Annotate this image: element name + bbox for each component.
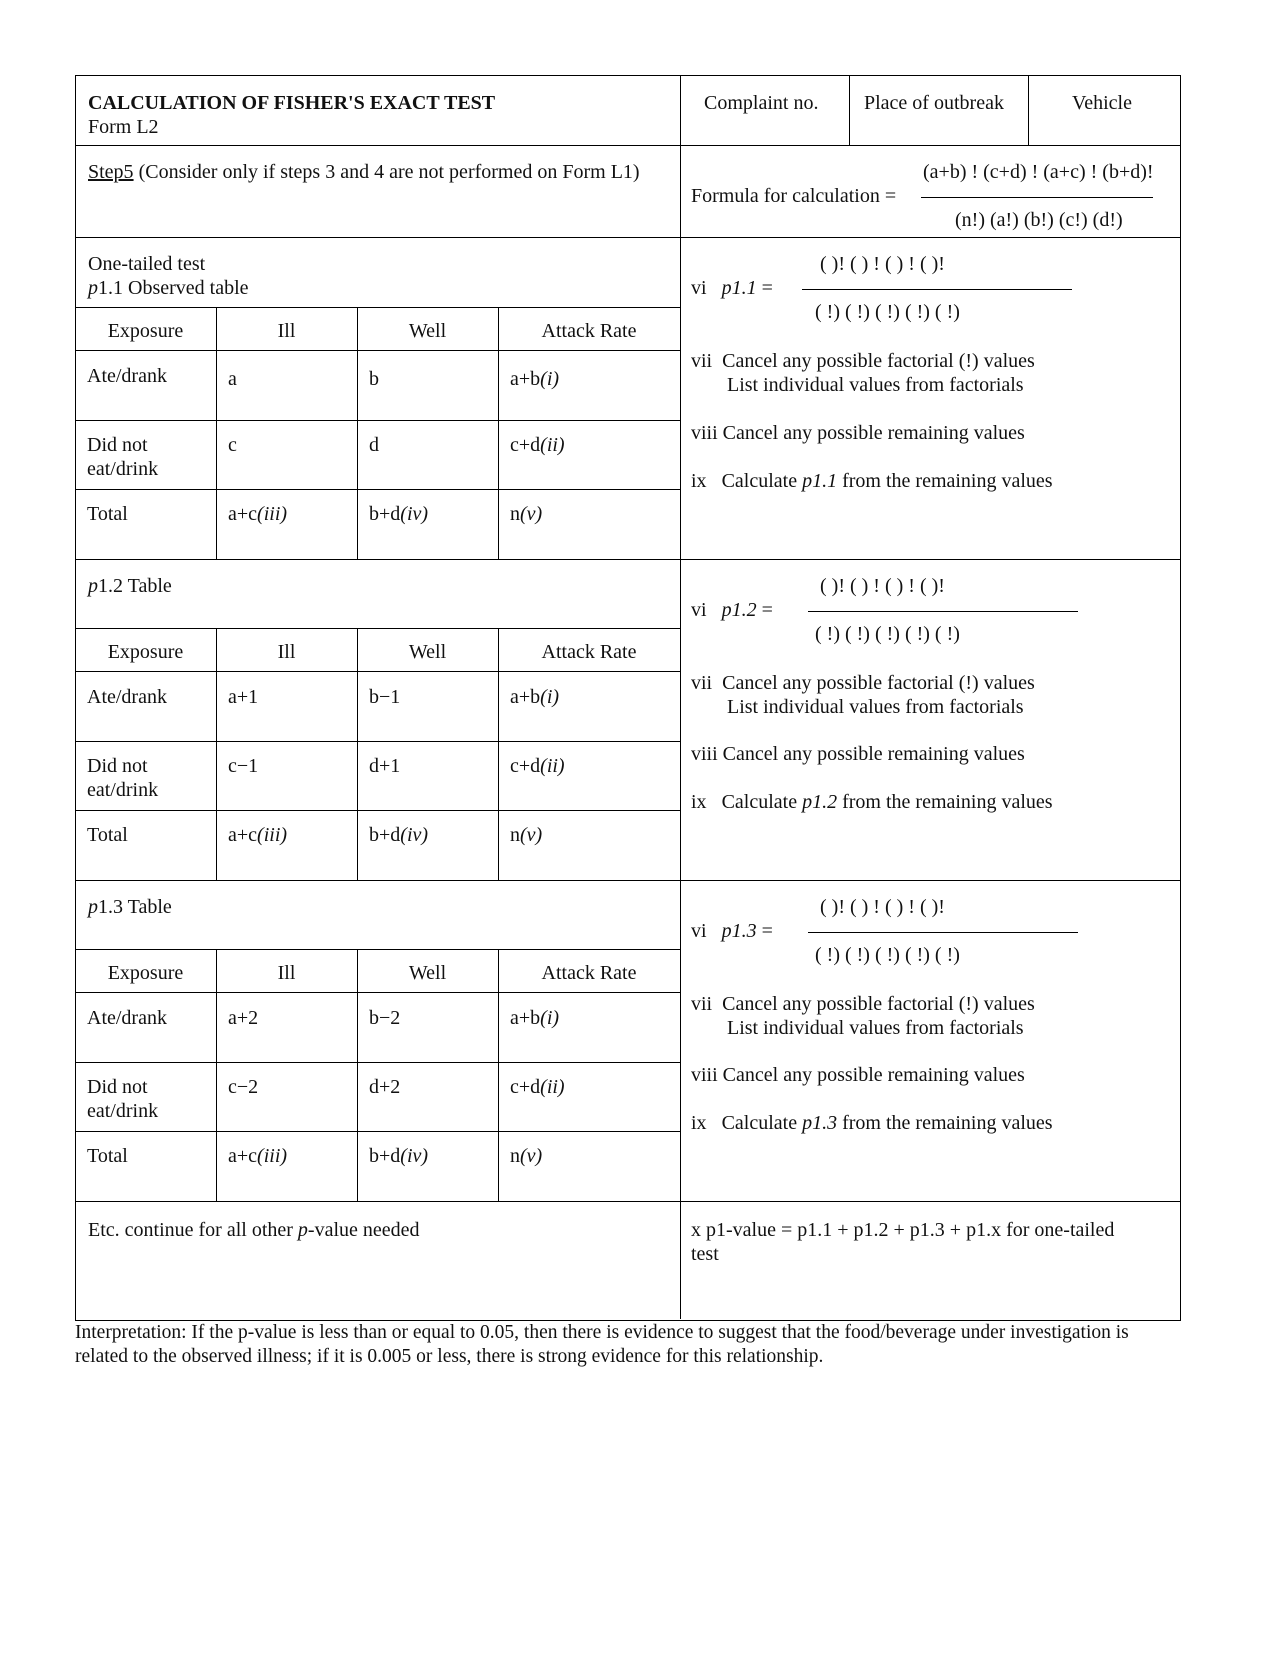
calc-denominator: ( !) ( !) ( !) ( !) ( !) xyxy=(815,623,960,645)
row-label-total: Total xyxy=(87,1145,128,1167)
row-divider xyxy=(75,237,1180,238)
cell-d: d xyxy=(369,434,379,456)
cd-index: (ii) xyxy=(540,1076,565,1098)
ac-total: a+c xyxy=(228,1145,258,1167)
header-divider xyxy=(849,75,850,145)
row-label-total: Total xyxy=(87,824,128,846)
cell-ab xyxy=(510,685,559,709)
row-label-not: eat/drink xyxy=(87,779,159,801)
cell-bd xyxy=(369,502,428,526)
ab-total: a+b xyxy=(510,1007,541,1029)
p-name: p1.1 xyxy=(802,470,838,492)
header-divider xyxy=(1028,75,1029,145)
vi-label: vi xyxy=(691,920,707,942)
cd-total: c+d xyxy=(510,434,541,456)
step-vii xyxy=(691,671,1035,695)
well-header: Well xyxy=(408,320,447,342)
calc-fraction-line xyxy=(808,932,1078,933)
table-line xyxy=(357,628,358,880)
section-title xyxy=(88,895,172,919)
cell-n xyxy=(510,823,542,847)
p-symbol: p xyxy=(88,896,98,918)
calc-numerator: ( )! ( ) ! ( ) ! ( )! xyxy=(820,896,945,918)
vii-text: Cancel any possible factorial (!) values xyxy=(722,672,1035,694)
step5-note: (Consider only if steps 3 and 4 are not performed on Form L1) xyxy=(133,161,640,183)
ac-total: a+c xyxy=(228,503,258,525)
calc-vi-label xyxy=(691,919,773,943)
row-label-not: Did not xyxy=(87,434,148,456)
step-vii-line2: List individual values from factorials xyxy=(727,374,1024,396)
cell-ac xyxy=(228,502,287,526)
column-divider xyxy=(680,75,681,1319)
table-line xyxy=(75,489,680,490)
table-line xyxy=(75,420,680,421)
ix-text: Calculate xyxy=(721,791,803,813)
ac-index: (iii) xyxy=(257,824,288,846)
ac-total: a+c xyxy=(228,824,258,846)
p-name: p1.2 xyxy=(802,791,838,813)
step5-label: Step5 xyxy=(88,161,134,183)
footer-text: Etc. continue for all other xyxy=(88,1219,298,1241)
cell-cd xyxy=(510,1075,565,1099)
formula-numerator: (a+b) ! (c+d) ! (a+c) ! (b+d)! xyxy=(923,161,1154,183)
ix-text: from the remaining values xyxy=(837,470,1053,492)
equals: = xyxy=(756,920,773,942)
contingency-table xyxy=(75,949,680,1201)
vii-text: Cancel any possible factorial (!) values xyxy=(722,993,1035,1015)
section-title xyxy=(88,574,172,598)
table-line xyxy=(498,949,499,1201)
bd-total: b+d xyxy=(369,1145,401,1167)
calc-denominator: ( !) ( !) ( !) ( !) ( !) xyxy=(815,301,960,323)
ab-index: (i) xyxy=(540,368,560,390)
contingency-table xyxy=(75,628,680,880)
p-symbol: p xyxy=(88,277,98,299)
vi-label: vi xyxy=(691,599,707,621)
footer-right-formula: x p1-value = p1.1 + p1.2 + p1.3 + p1.x for one-tailed xyxy=(691,1219,1115,1241)
row-label-not: eat/drink xyxy=(87,1100,159,1122)
p-symbol: p xyxy=(88,575,98,597)
bd-index: (iv) xyxy=(400,1145,429,1167)
cell-ab xyxy=(510,1006,559,1030)
p-name: p1.2 xyxy=(721,599,757,621)
bd-total: b+d xyxy=(369,503,401,525)
cd-index: (ii) xyxy=(540,755,565,777)
table-line xyxy=(216,307,217,559)
vii-label: vii xyxy=(691,672,713,694)
row-label-ate: Ate/drank xyxy=(87,1007,167,1029)
well-header: Well xyxy=(408,962,447,984)
n-total: n xyxy=(510,1145,520,1167)
table-line xyxy=(498,628,499,880)
attack-rate-header: Attack Rate xyxy=(541,320,637,342)
table-line xyxy=(75,992,680,993)
ac-index: (iii) xyxy=(257,1145,288,1167)
table-line xyxy=(75,741,680,742)
table-line xyxy=(216,628,217,880)
calc-vi-label xyxy=(691,598,773,622)
n-index: (v) xyxy=(520,824,543,846)
ab-total: a+b xyxy=(510,686,541,708)
exposure-header: Exposure xyxy=(107,641,184,663)
bd-total: b+d xyxy=(369,824,401,846)
table-line xyxy=(75,671,680,672)
cell-bd xyxy=(369,1144,428,1168)
row-label-not: Did not xyxy=(87,755,148,777)
step-vii xyxy=(691,992,1035,1016)
attack-rate-header: Attack Rate xyxy=(541,962,637,984)
section-title xyxy=(88,276,249,300)
cell-ac xyxy=(228,823,287,847)
row-divider xyxy=(75,145,1180,146)
formula-label: Formula for calculation = xyxy=(691,185,897,207)
step-vii-line2: List individual values from factorials xyxy=(727,696,1024,718)
section-title-text: 1.1 Observed table xyxy=(98,277,249,299)
cell-ab xyxy=(510,367,559,391)
ix-text: Calculate xyxy=(721,1112,803,1134)
cell-b: b xyxy=(369,368,379,390)
cell-bd xyxy=(369,823,428,847)
cell-cd xyxy=(510,754,565,778)
step-viii: viii Cancel any possible remaining values xyxy=(691,1064,1025,1086)
ix-label: ix xyxy=(691,1112,707,1134)
row-label-ate: Ate/drank xyxy=(87,686,167,708)
cell-a: a xyxy=(228,368,237,390)
ill-header: Ill xyxy=(277,641,296,663)
n-total: n xyxy=(510,503,520,525)
section-title-text: 1.3 Table xyxy=(98,896,172,918)
cd-total: c+d xyxy=(510,755,541,777)
ix-text: Calculate xyxy=(721,470,803,492)
section-title-text: 1.2 Table xyxy=(98,575,172,597)
interpretation-line-1: Interpretation: If the p-value is less than or equal to 0.05, then there is evidence to suggest that the food/beverage under investigation is xyxy=(75,1322,1129,1343)
step-vii xyxy=(691,349,1035,373)
vehicle-label: Vehicle xyxy=(1072,92,1132,114)
ix-text: from the remaining values xyxy=(837,791,1053,813)
form-title: CALCULATION OF FISHER'S EXACT TEST xyxy=(88,92,496,114)
formula-fraction-line xyxy=(921,197,1153,198)
ab-index: (i) xyxy=(540,686,560,708)
footer-right-formula-cont: test xyxy=(691,1243,719,1265)
equals: = xyxy=(756,599,773,621)
bd-index: (iv) xyxy=(400,824,429,846)
form-number: Form L2 xyxy=(88,116,159,138)
step-ix xyxy=(691,1111,1053,1135)
step5-text xyxy=(88,160,640,184)
calc-fraction-line xyxy=(802,289,1072,290)
table-line xyxy=(75,1131,680,1132)
step-viii: viii Cancel any possible remaining values xyxy=(691,422,1025,444)
place-of-outbreak-label: Place of outbreak xyxy=(864,92,1004,114)
calc-numerator: ( )! ( ) ! ( ) ! ( )! xyxy=(820,253,945,275)
formula-denominator: (n!) (a!) (b!) (c!) (d!) xyxy=(955,209,1123,231)
row-label-ate: Ate/drank xyxy=(87,365,167,387)
n-index: (v) xyxy=(520,503,543,525)
table-line xyxy=(75,1062,680,1063)
table-line xyxy=(216,949,217,1201)
contingency-table xyxy=(75,307,680,559)
cell-c: c−2 xyxy=(228,1076,259,1098)
footer-left-note xyxy=(88,1218,420,1242)
table-line xyxy=(357,307,358,559)
ill-header: Ill xyxy=(277,320,296,342)
vi-label: vi xyxy=(691,277,707,299)
calc-denominator: ( !) ( !) ( !) ( !) ( !) xyxy=(815,944,960,966)
cell-a: a+2 xyxy=(228,1007,259,1029)
row-divider xyxy=(75,880,1180,881)
vii-label: vii xyxy=(691,993,713,1015)
cell-a: a+1 xyxy=(228,686,259,708)
row-label-not: eat/drink xyxy=(87,458,159,480)
p-name: p1.1 xyxy=(721,277,757,299)
one-tailed-label: One-tailed test xyxy=(88,253,206,275)
attack-rate-header: Attack Rate xyxy=(541,641,637,663)
cell-ac xyxy=(228,1144,287,1168)
cd-total: c+d xyxy=(510,1076,541,1098)
cell-d: d+1 xyxy=(369,755,401,777)
p-name: p1.3 xyxy=(802,1112,838,1134)
n-index: (v) xyxy=(520,1145,543,1167)
cell-b: b−1 xyxy=(369,686,401,708)
p-name: p1.3 xyxy=(721,920,757,942)
p-symbol: p xyxy=(297,1219,308,1241)
row-divider xyxy=(75,1201,1180,1202)
equals: = xyxy=(756,277,773,299)
table-line xyxy=(498,307,499,559)
bd-index: (iv) xyxy=(400,503,429,525)
cell-n xyxy=(510,502,542,526)
exposure-header: Exposure xyxy=(107,962,184,984)
table-line xyxy=(75,810,680,811)
ab-total: a+b xyxy=(510,368,541,390)
interpretation-line-2: related to the observed illness; if it is 0.005 or less, there is strong evidence for this relationship. xyxy=(75,1346,824,1367)
complaint-no-label: Complaint no. xyxy=(704,92,819,114)
table-line xyxy=(357,949,358,1201)
calc-vi-label xyxy=(691,276,773,300)
exposure-header: Exposure xyxy=(107,320,184,342)
well-header: Well xyxy=(408,641,447,663)
cell-n xyxy=(510,1144,542,1168)
cell-c: c−1 xyxy=(228,755,259,777)
ill-header: Ill xyxy=(277,962,296,984)
n-total: n xyxy=(510,824,520,846)
footer-text: -value needed xyxy=(307,1219,420,1241)
calc-fraction-line xyxy=(808,611,1078,612)
ab-index: (i) xyxy=(540,1007,560,1029)
vii-text: Cancel any possible factorial (!) values xyxy=(722,350,1035,372)
row-label-not: Did not xyxy=(87,1076,148,1098)
cell-cd xyxy=(510,433,565,457)
cd-index: (ii) xyxy=(540,434,565,456)
row-label-total: Total xyxy=(87,503,128,525)
ix-text: from the remaining values xyxy=(837,1112,1053,1134)
ac-index: (iii) xyxy=(257,503,288,525)
table-line xyxy=(75,350,680,351)
cell-b: b−2 xyxy=(369,1007,401,1029)
cell-d: d+2 xyxy=(369,1076,401,1098)
ix-label: ix xyxy=(691,791,707,813)
step-viii: viii Cancel any possible remaining values xyxy=(691,743,1025,765)
step-vii-line2: List individual values from factorials xyxy=(727,1017,1024,1039)
cell-c: c xyxy=(228,434,237,456)
ix-label: ix xyxy=(691,470,707,492)
calc-numerator: ( )! ( ) ! ( ) ! ( )! xyxy=(820,575,945,597)
step-ix xyxy=(691,790,1053,814)
row-divider xyxy=(75,559,1180,560)
vii-label: vii xyxy=(691,350,713,372)
step-ix xyxy=(691,469,1053,493)
